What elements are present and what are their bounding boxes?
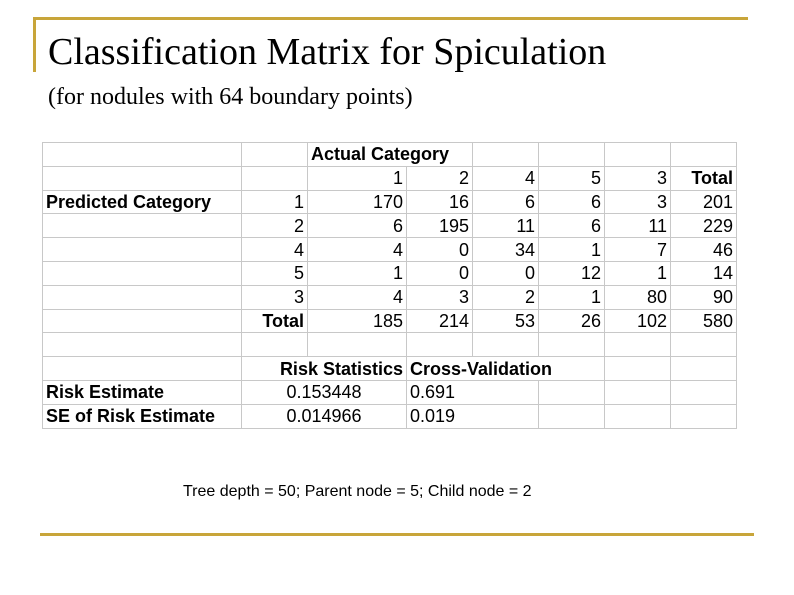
matrix-row (43, 261, 737, 285)
cross-validation-value: 0.019 (407, 404, 539, 428)
top-rule (36, 17, 748, 20)
column-total: 185 (308, 309, 407, 333)
matrix-cell: 0 (473, 261, 539, 285)
row-category: 4 (242, 238, 308, 262)
matrix-cell: 6 (539, 190, 605, 214)
matrix-cell: 195 (407, 214, 473, 238)
matrix-cell: 6 (539, 214, 605, 238)
total-row-label: Total (242, 309, 308, 333)
matrix-cell: 1 (539, 238, 605, 262)
matrix-cell: 6 (308, 214, 407, 238)
row-category: 2 (242, 214, 308, 238)
grand-total: 580 (671, 309, 737, 333)
matrix-row (43, 238, 737, 262)
empty-cell (671, 333, 737, 357)
slide-title: Classification Matrix for Spiculation (48, 31, 607, 73)
empty-cell (671, 357, 737, 381)
cross-validation-header: Cross-Validation (407, 357, 605, 381)
risk-statistic-value: 0.014966 (242, 404, 407, 428)
column-label: 4 (473, 166, 539, 190)
empty-cell (605, 143, 671, 167)
column-label: 3 (605, 166, 671, 190)
matrix-cell: 80 (605, 285, 671, 309)
empty-cell (605, 333, 671, 357)
empty-cell (671, 380, 737, 404)
empty-cell (43, 166, 242, 190)
row-total: 46 (671, 238, 737, 262)
empty-cell (539, 333, 605, 357)
risk-header-row (43, 357, 737, 381)
matrix-row (43, 214, 737, 238)
risk-row (43, 380, 737, 404)
matrix-cell: 6 (473, 190, 539, 214)
slide-subtitle: (for nodules with 64 boundary points) (48, 84, 413, 110)
empty-cell (43, 143, 242, 167)
matrix-cell: 12 (539, 261, 605, 285)
empty-cell (43, 357, 242, 381)
classification-matrix (42, 142, 737, 429)
matrix-cell: 11 (473, 214, 539, 238)
empty-cell (242, 143, 308, 167)
risk-statistics-header: Risk Statistics (242, 357, 407, 381)
column-label: 2 (407, 166, 473, 190)
empty-cell (539, 404, 605, 428)
bottom-rule (40, 533, 754, 536)
totals-row (43, 309, 737, 333)
empty-cell (242, 166, 308, 190)
column-total: 214 (407, 309, 473, 333)
matrix-cell: 0 (407, 238, 473, 262)
empty-cell (242, 333, 308, 357)
matrix-cell: 11 (605, 214, 671, 238)
row-total: 90 (671, 285, 737, 309)
matrix-row (43, 285, 737, 309)
matrix-cell: 1 (539, 285, 605, 309)
risk-statistic-value: 0.153448 (242, 380, 407, 404)
empty-cell (43, 261, 242, 285)
empty-cell (539, 380, 605, 404)
empty-cell (605, 357, 671, 381)
actual-category-header: Actual Category (308, 143, 473, 167)
empty-cell (407, 333, 473, 357)
empty-cell (43, 214, 242, 238)
matrix-row (43, 190, 737, 214)
column-labels-row (43, 166, 737, 190)
empty-cell (43, 285, 242, 309)
row-category: 1 (242, 190, 308, 214)
matrix-cell: 3 (407, 285, 473, 309)
spacer-row (43, 333, 737, 357)
matrix-cell: 1 (308, 261, 407, 285)
matrix-cell: 3 (605, 190, 671, 214)
column-label: 1 (308, 166, 407, 190)
matrix-cell: 1 (605, 261, 671, 285)
column-total: 26 (539, 309, 605, 333)
matrix-cell: 34 (473, 238, 539, 262)
empty-cell (473, 143, 539, 167)
risk-row (43, 404, 737, 428)
matrix-cell: 7 (605, 238, 671, 262)
column-total: 53 (473, 309, 539, 333)
empty-cell (671, 143, 737, 167)
row-category: 5 (242, 261, 308, 285)
risk-row-label: SE of Risk Estimate (43, 404, 242, 428)
empty-cell (539, 143, 605, 167)
total-column-label: Total (671, 166, 737, 190)
matrix-cell: 16 (407, 190, 473, 214)
empty-cell (308, 333, 407, 357)
matrix-cell: 170 (308, 190, 407, 214)
empty-cell (605, 380, 671, 404)
empty-cell (43, 333, 242, 357)
tree-parameters-note: Tree depth = 50; Parent node = 5; Child node = 2 (183, 483, 532, 500)
matrix-cell: 4 (308, 285, 407, 309)
empty-cell (43, 309, 242, 333)
matrix-cell: 4 (308, 238, 407, 262)
empty-cell (473, 333, 539, 357)
column-label: 5 (539, 166, 605, 190)
predicted-category-label: Predicted Category (43, 190, 242, 214)
left-rule (33, 17, 36, 72)
matrix-cell: 2 (473, 285, 539, 309)
risk-row-label: Risk Estimate (43, 380, 242, 404)
header-row (43, 143, 737, 167)
row-total: 229 (671, 214, 737, 238)
cross-validation-value: 0.691 (407, 380, 539, 404)
empty-cell (605, 404, 671, 428)
matrix-cell: 0 (407, 261, 473, 285)
column-total: 102 (605, 309, 671, 333)
row-total: 201 (671, 190, 737, 214)
row-category: 3 (242, 285, 308, 309)
empty-cell (43, 238, 242, 262)
row-total: 14 (671, 261, 737, 285)
empty-cell (671, 404, 737, 428)
